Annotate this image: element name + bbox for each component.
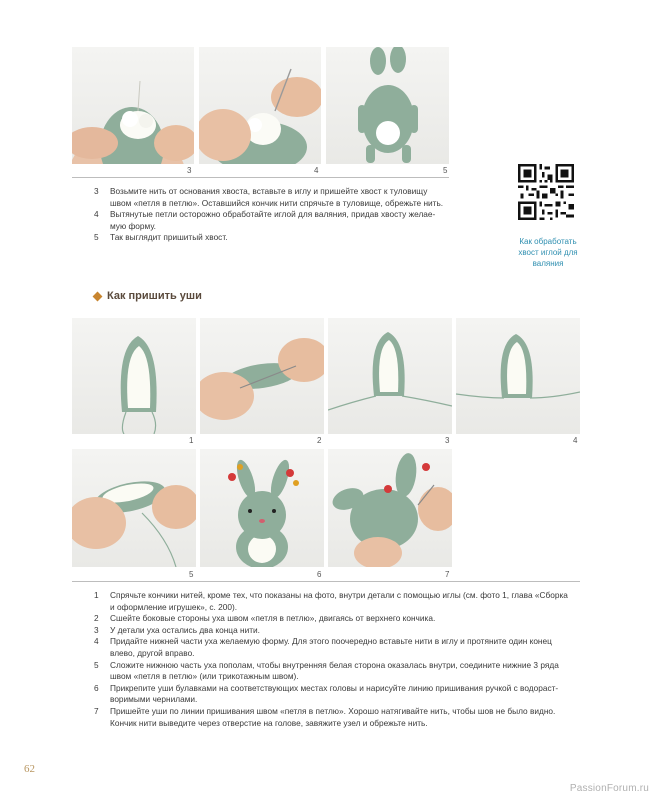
divider: [72, 177, 449, 178]
qr-caption: [502, 236, 594, 269]
step-line: швом «петля в петлю». Оставшийся кончик нити спрячьте в туловище, обрежьте нить.: [110, 197, 444, 208]
step-line: Спрячьте кончики нитей, кроме тех, что показаны на фото, внутри детали с помощью иглы (см. фото 1, глава «Сборка: [110, 590, 568, 600]
step-line: швом «петля в петлю» (или трикотажным швом).: [110, 671, 299, 682]
step-line: Пришейте уши по линии пришивания швом «петля в петлю». Хорошо натягивайте нить, чтобы шов не было видно.: [110, 705, 556, 716]
photo-tail-step-3: [72, 47, 194, 164]
ear-steps-list: [94, 590, 594, 729]
step-line: Придайте нижней части уха желаемую форму. Для этого поочередно вставьте нити в иглу и протяните один конец: [110, 636, 552, 647]
step-line: Сложите нижнюю часть уха пополам, чтобы внутренняя белая сторона оказалась внутри, соедините нижние 3 ряда: [110, 659, 559, 670]
list-item: [94, 683, 594, 706]
photo-ear-step-1: [72, 318, 196, 434]
photo-number: 6: [317, 570, 322, 579]
step-line: мую форму.: [110, 220, 156, 231]
section-heading-text: Как пришить уши: [107, 290, 202, 302]
step-line: влево, другой вправо.: [110, 647, 195, 658]
qr-caption-line: хвост иглой для: [518, 248, 578, 257]
list-item: [94, 706, 594, 729]
diamond-bullet-icon: [93, 291, 103, 301]
step-line: Кончик нити выведите через отверстие на голове, завяжите узел и обрежьте нить.: [110, 717, 428, 728]
photo-ear-step-7: [328, 449, 452, 567]
photo-number: 4: [314, 166, 319, 175]
step-line: Вытянутые петли осторожно обработайте иглой для валяния, придав хвосту желае-: [110, 209, 436, 220]
step-number: 7: [94, 705, 99, 716]
step-number: 5: [94, 659, 99, 670]
step-number: 6: [94, 682, 99, 693]
photo-ear-step-6: [200, 449, 324, 567]
photo-ear-step-4: [456, 318, 580, 434]
section-heading: [94, 290, 202, 302]
step-line: У детали уха остались два конца нити.: [110, 624, 260, 635]
step-number: 4: [94, 209, 99, 220]
watermark: PassionForum.ru: [569, 783, 649, 794]
step-number: 2: [94, 613, 99, 624]
step-number: 3: [94, 624, 99, 635]
photo-number: 5: [189, 570, 194, 579]
list-item: [94, 636, 594, 659]
photo-number: 2: [317, 436, 322, 445]
photo-ear-step-5: [72, 449, 196, 567]
photo-number: 3: [187, 166, 192, 175]
list-item: [94, 660, 594, 683]
list-item: [94, 186, 484, 209]
photo-number: 5: [443, 166, 448, 175]
qr-caption-line: Как обработать: [519, 237, 577, 246]
step-number: 1: [94, 590, 99, 600]
step-line: Прикрепите уши булавками на соответствующих местах головы и нарисуйте линию пришивания ручкой с водораст-: [110, 682, 559, 693]
photo-ear-step-3: [328, 318, 452, 434]
step-line: воримыми чернилами.: [110, 694, 198, 705]
photo-tail-step-4: [199, 47, 321, 164]
list-item: [94, 625, 594, 637]
page-number: 62: [24, 763, 35, 775]
qr-caption-line: валяния: [532, 259, 564, 268]
step-number: 3: [94, 186, 99, 196]
photo-number: 3: [445, 436, 450, 445]
list-item: [94, 232, 484, 244]
list-item: [94, 590, 594, 613]
step-number: 5: [94, 232, 99, 243]
step-line: Так выглядит пришитый хвост.: [110, 232, 228, 243]
photo-ear-step-2: [200, 318, 324, 434]
list-item: [94, 209, 484, 232]
step-line: и оформление игрушек», с. 200).: [110, 601, 238, 612]
divider: [72, 581, 580, 582]
photo-number: 4: [573, 436, 578, 445]
photo-number: 1: [189, 436, 194, 445]
qr-code-icon[interactable]: [518, 164, 574, 220]
tail-steps-list: [94, 186, 484, 244]
step-number: 4: [94, 636, 99, 647]
list-item: [94, 613, 594, 625]
photo-tail-step-5: [326, 47, 449, 164]
photo-number: 7: [445, 570, 450, 579]
step-line: Сшейте боковые стороны уха швом «петля в петлю», двигаясь от верхнего кончика.: [110, 613, 436, 624]
step-line: Возьмите нить от основания хвоста, вставьте в иглу и пришейте хвост к туловищу: [110, 186, 428, 196]
